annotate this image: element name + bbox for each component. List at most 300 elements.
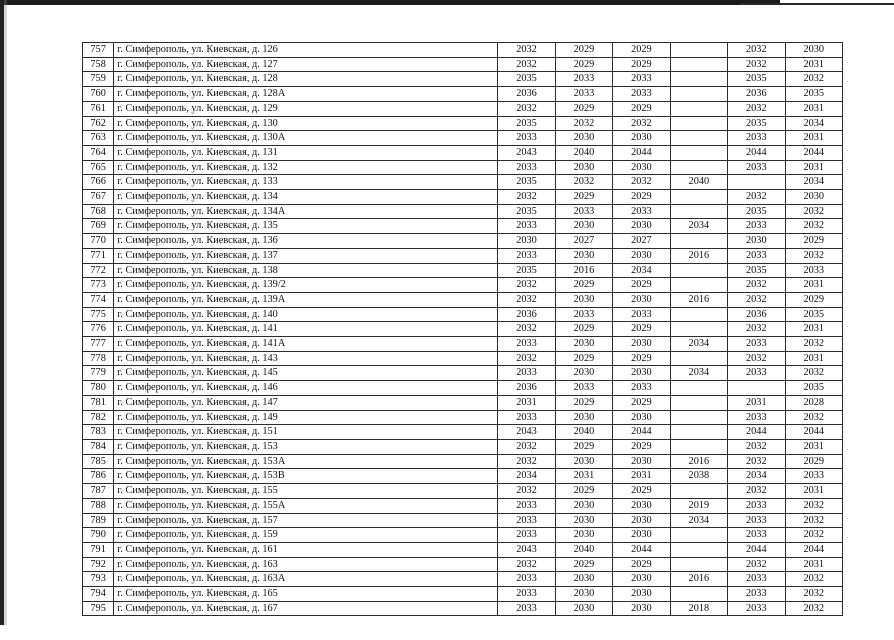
year-cell-6: 2032 <box>785 572 842 587</box>
year-cell-2: 2040 <box>555 542 612 557</box>
table-row <box>83 425 843 440</box>
row-number-cell: 786 <box>83 469 114 484</box>
year-cell-1: 2032 <box>498 557 555 572</box>
year-cell-4 <box>670 557 727 572</box>
year-cell-2: 2030 <box>555 131 612 146</box>
year-cell-1: 2032 <box>498 292 555 307</box>
year-cell-6: 2031 <box>785 351 842 366</box>
year-cell-6: 2031 <box>785 101 842 116</box>
row-number-cell: 765 <box>83 160 114 175</box>
year-cell-2: 2040 <box>555 145 612 160</box>
row-number-cell: 766 <box>83 175 114 190</box>
year-cell-1: 2043 <box>498 542 555 557</box>
year-cell-1: 2033 <box>498 410 555 425</box>
row-number-cell: 781 <box>83 395 114 410</box>
address-cell: г. Симферополь, ул. Киевская, д. 155А <box>114 498 498 513</box>
table-row <box>83 351 843 366</box>
year-cell-4 <box>670 484 727 499</box>
address-cell: г. Симферополь, ул. Киевская, д. 161 <box>114 542 498 557</box>
row-number-cell: 782 <box>83 410 114 425</box>
year-cell-2: 2029 <box>555 395 612 410</box>
year-cell-4: 2016 <box>670 454 727 469</box>
row-number-cell: 783 <box>83 425 114 440</box>
address-cell: г. Симферополь, ул. Киевская, д. 167 <box>114 601 498 616</box>
address-cell: г. Симферополь, ул. Киевская, д. 136 <box>114 234 498 249</box>
year-cell-3: 2029 <box>613 439 670 454</box>
year-cell-5: 2033 <box>728 160 785 175</box>
table-row <box>83 395 843 410</box>
year-cell-2: 2030 <box>555 337 612 352</box>
year-cell-5: 2032 <box>728 101 785 116</box>
address-cell: г. Симферополь, ул. Киевская, д. 128 <box>114 72 498 87</box>
year-cell-1: 2033 <box>498 513 555 528</box>
year-cell-2: 2029 <box>555 484 612 499</box>
year-cell-3: 2030 <box>613 410 670 425</box>
address-cell: г. Симферополь, ул. Киевская, д. 137 <box>114 248 498 263</box>
table-row <box>83 248 843 263</box>
year-cell-6: 2032 <box>785 337 842 352</box>
address-cell: г. Симферополь, ул. Киевская, д. 149 <box>114 410 498 425</box>
year-cell-2: 2040 <box>555 425 612 440</box>
table-row <box>83 601 843 616</box>
table-row <box>83 572 843 587</box>
year-cell-3: 2033 <box>613 72 670 87</box>
year-cell-3: 2029 <box>613 322 670 337</box>
year-cell-2: 2030 <box>555 498 612 513</box>
year-cell-2: 2033 <box>555 381 612 396</box>
year-cell-2: 2029 <box>555 351 612 366</box>
table-row <box>83 101 843 116</box>
year-cell-4 <box>670 87 727 102</box>
year-cell-2: 2030 <box>555 572 612 587</box>
year-cell-2: 2029 <box>555 322 612 337</box>
scan-top-edge-thin <box>740 3 894 5</box>
row-number-cell: 795 <box>83 601 114 616</box>
year-cell-6: 2032 <box>785 410 842 425</box>
address-cell: г. Симферополь, ул. Киевская, д. 130 <box>114 116 498 131</box>
year-cell-5: 2032 <box>728 43 785 58</box>
year-cell-1: 2032 <box>498 484 555 499</box>
year-cell-4: 2016 <box>670 292 727 307</box>
address-cell: г. Симферополь, ул. Киевская, д. 135 <box>114 219 498 234</box>
table-row <box>83 484 843 499</box>
year-cell-4: 2034 <box>670 219 727 234</box>
table-row <box>83 190 843 205</box>
year-cell-6: 2044 <box>785 542 842 557</box>
table-row <box>83 557 843 572</box>
year-cell-1: 2032 <box>498 101 555 116</box>
year-cell-1: 2035 <box>498 72 555 87</box>
year-cell-5: 2033 <box>728 131 785 146</box>
year-cell-6: 2030 <box>785 190 842 205</box>
year-cell-1: 2035 <box>498 175 555 190</box>
year-cell-2: 2033 <box>555 204 612 219</box>
year-cell-1: 2032 <box>498 57 555 72</box>
table-row <box>83 219 843 234</box>
year-cell-4 <box>670 190 727 205</box>
table-row <box>83 410 843 425</box>
address-cell: г. Симферополь, ул. Киевская, д. 127 <box>114 57 498 72</box>
year-cell-3: 2029 <box>613 395 670 410</box>
year-cell-1: 2036 <box>498 381 555 396</box>
year-cell-4 <box>670 542 727 557</box>
year-cell-5: 2033 <box>728 572 785 587</box>
table-row <box>83 72 843 87</box>
address-cell: г. Симферополь, ул. Киевская, д. 157 <box>114 513 498 528</box>
year-cell-4 <box>670 101 727 116</box>
row-number-cell: 785 <box>83 454 114 469</box>
table-row <box>83 337 843 352</box>
year-cell-3: 2030 <box>613 131 670 146</box>
year-cell-6: 2032 <box>785 498 842 513</box>
year-cell-5: 2033 <box>728 248 785 263</box>
year-cell-1: 2032 <box>498 439 555 454</box>
year-cell-6: 2032 <box>785 528 842 543</box>
year-cell-5: 2036 <box>728 307 785 322</box>
year-cell-1: 2031 <box>498 395 555 410</box>
address-cell: г. Симферополь, ул. Киевская, д. 139/2 <box>114 278 498 293</box>
address-cell: г. Симферополь, ул. Киевская, д. 145 <box>114 366 498 381</box>
year-cell-4 <box>670 43 727 58</box>
year-cell-3: 2029 <box>613 190 670 205</box>
address-cell: г. Симферополь, ул. Киевская, д. 140 <box>114 307 498 322</box>
table-row <box>83 234 843 249</box>
year-cell-2: 2029 <box>555 57 612 72</box>
year-cell-5: 2036 <box>728 87 785 102</box>
row-number-cell: 767 <box>83 190 114 205</box>
scan-left-shadow <box>4 0 7 625</box>
table-body <box>83 43 843 616</box>
year-cell-2: 2030 <box>555 366 612 381</box>
year-cell-3: 2030 <box>613 513 670 528</box>
address-cell: г. Симферополь, ул. Киевская, д. 165 <box>114 587 498 602</box>
year-cell-2: 2027 <box>555 234 612 249</box>
year-cell-4 <box>670 425 727 440</box>
year-cell-1: 2033 <box>498 337 555 352</box>
row-number-cell: 784 <box>83 439 114 454</box>
year-cell-3: 2032 <box>613 175 670 190</box>
row-number-cell: 790 <box>83 528 114 543</box>
year-cell-2: 2033 <box>555 87 612 102</box>
year-cell-6: 2032 <box>785 72 842 87</box>
table-row <box>83 116 843 131</box>
address-cell: г. Симферополь, ул. Киевская, д. 163 <box>114 557 498 572</box>
year-cell-3: 2029 <box>613 484 670 499</box>
address-cell: г. Симферополь, ул. Киевская, д. 143 <box>114 351 498 366</box>
row-number-cell: 760 <box>83 87 114 102</box>
row-number-cell: 762 <box>83 116 114 131</box>
year-cell-3: 2029 <box>613 351 670 366</box>
year-cell-6: 2033 <box>785 263 842 278</box>
year-cell-6: 2029 <box>785 234 842 249</box>
address-cell: г. Симферополь, ул. Киевская, д. 163А <box>114 572 498 587</box>
address-cell: г. Симферополь, ул. Киевская, д. 134 <box>114 190 498 205</box>
row-number-cell: 775 <box>83 307 114 322</box>
year-cell-4 <box>670 410 727 425</box>
year-cell-3: 2030 <box>613 572 670 587</box>
row-number-cell: 763 <box>83 131 114 146</box>
table-row <box>83 278 843 293</box>
year-cell-4 <box>670 160 727 175</box>
year-cell-4 <box>670 72 727 87</box>
year-cell-6: 2031 <box>785 278 842 293</box>
year-cell-1: 2035 <box>498 263 555 278</box>
year-cell-3: 2029 <box>613 101 670 116</box>
year-cell-2: 2030 <box>555 454 612 469</box>
year-cell-6: 2034 <box>785 116 842 131</box>
year-cell-1: 2032 <box>498 190 555 205</box>
year-cell-6: 2032 <box>785 587 842 602</box>
table-row <box>83 292 843 307</box>
row-number-cell: 758 <box>83 57 114 72</box>
year-cell-1: 2035 <box>498 204 555 219</box>
year-cell-2: 2016 <box>555 263 612 278</box>
year-cell-1: 2032 <box>498 454 555 469</box>
address-cell: г. Симферополь, ул. Киевская, д. 159 <box>114 528 498 543</box>
year-cell-4 <box>670 322 727 337</box>
year-cell-5 <box>728 175 785 190</box>
year-cell-6: 2031 <box>785 57 842 72</box>
year-cell-6: 2035 <box>785 87 842 102</box>
address-cell: г. Симферополь, ул. Киевская, д. 132 <box>114 160 498 175</box>
year-cell-1: 2043 <box>498 145 555 160</box>
year-cell-5: 2032 <box>728 484 785 499</box>
year-cell-2: 2029 <box>555 43 612 58</box>
year-cell-6: 2032 <box>785 204 842 219</box>
table-row <box>83 145 843 160</box>
address-cell: г. Симферополь, ул. Киевская, д. 141А <box>114 337 498 352</box>
year-cell-3: 2034 <box>613 263 670 278</box>
year-cell-4: 2016 <box>670 572 727 587</box>
year-cell-4 <box>670 307 727 322</box>
table-row <box>83 57 843 72</box>
year-cell-1: 2035 <box>498 116 555 131</box>
year-cell-3: 2030 <box>613 292 670 307</box>
year-cell-2: 2029 <box>555 278 612 293</box>
table-row <box>83 204 843 219</box>
year-cell-5: 2033 <box>728 601 785 616</box>
year-cell-2: 2030 <box>555 248 612 263</box>
address-cell: г. Симферополь, ул. Киевская, д. 130А <box>114 131 498 146</box>
address-cell: г. Симферополь, ул. Киевская, д. 128А <box>114 87 498 102</box>
year-cell-3: 2044 <box>613 542 670 557</box>
year-cell-3: 2029 <box>613 43 670 58</box>
table-row <box>83 381 843 396</box>
table-row <box>83 513 843 528</box>
year-cell-3: 2044 <box>613 425 670 440</box>
year-cell-4 <box>670 263 727 278</box>
address-cell: г. Симферополь, ул. Киевская, д. 138 <box>114 263 498 278</box>
year-cell-5: 2032 <box>728 57 785 72</box>
table-row <box>83 587 843 602</box>
year-cell-4: 2034 <box>670 513 727 528</box>
year-cell-5: 2033 <box>728 337 785 352</box>
year-cell-6: 2031 <box>785 160 842 175</box>
year-cell-5: 2044 <box>728 425 785 440</box>
row-number-cell: 788 <box>83 498 114 513</box>
address-cell: г. Симферополь, ул. Киевская, д. 155 <box>114 484 498 499</box>
year-cell-1: 2043 <box>498 425 555 440</box>
year-cell-4 <box>670 439 727 454</box>
year-cell-1: 2033 <box>498 366 555 381</box>
year-cell-2: 2030 <box>555 292 612 307</box>
table-row <box>83 322 843 337</box>
year-cell-2: 2030 <box>555 160 612 175</box>
year-cell-3: 2030 <box>613 366 670 381</box>
table-row <box>83 175 843 190</box>
year-cell-5: 2033 <box>728 219 785 234</box>
year-cell-4 <box>670 351 727 366</box>
year-cell-2: 2030 <box>555 587 612 602</box>
year-cell-3: 2030 <box>613 528 670 543</box>
year-cell-5: 2031 <box>728 395 785 410</box>
year-cell-6: 2031 <box>785 557 842 572</box>
row-number-cell: 780 <box>83 381 114 396</box>
year-cell-1: 2034 <box>498 469 555 484</box>
row-number-cell: 774 <box>83 292 114 307</box>
row-number-cell: 771 <box>83 248 114 263</box>
year-cell-5: 2032 <box>728 439 785 454</box>
address-cell: г. Симферополь, ул. Киевская, д. 133 <box>114 175 498 190</box>
row-number-cell: 778 <box>83 351 114 366</box>
year-cell-3: 2027 <box>613 234 670 249</box>
year-cell-1: 2036 <box>498 87 555 102</box>
year-cell-4: 2019 <box>670 498 727 513</box>
row-number-cell: 764 <box>83 145 114 160</box>
year-cell-1: 2033 <box>498 131 555 146</box>
year-cell-6: 2032 <box>785 219 842 234</box>
year-cell-6: 2028 <box>785 395 842 410</box>
year-cell-3: 2030 <box>613 160 670 175</box>
year-cell-3: 2030 <box>613 498 670 513</box>
row-number-cell: 770 <box>83 234 114 249</box>
year-cell-2: 2030 <box>555 601 612 616</box>
year-cell-1: 2033 <box>498 528 555 543</box>
year-cell-2: 2029 <box>555 557 612 572</box>
year-cell-3: 2029 <box>613 278 670 293</box>
year-cell-6: 2032 <box>785 513 842 528</box>
year-cell-3: 2030 <box>613 601 670 616</box>
year-cell-3: 2030 <box>613 587 670 602</box>
table-row <box>83 528 843 543</box>
year-cell-1: 2030 <box>498 234 555 249</box>
year-cell-1: 2033 <box>498 219 555 234</box>
year-cell-2: 2030 <box>555 219 612 234</box>
year-cell-4: 2018 <box>670 601 727 616</box>
year-cell-4 <box>670 234 727 249</box>
row-number-cell: 772 <box>83 263 114 278</box>
year-cell-2: 2033 <box>555 307 612 322</box>
row-number-cell: 769 <box>83 219 114 234</box>
year-cell-5: 2030 <box>728 234 785 249</box>
year-cell-5: 2032 <box>728 351 785 366</box>
table-row <box>83 307 843 322</box>
row-number-cell: 773 <box>83 278 114 293</box>
year-cell-1: 2033 <box>498 248 555 263</box>
year-cell-3: 2031 <box>613 469 670 484</box>
year-cell-3: 2032 <box>613 116 670 131</box>
year-cell-4 <box>670 116 727 131</box>
row-number-cell: 789 <box>83 513 114 528</box>
year-cell-6: 2031 <box>785 484 842 499</box>
year-cell-5: 2044 <box>728 542 785 557</box>
year-cell-5: 2032 <box>728 454 785 469</box>
address-cell: г. Симферополь, ул. Киевская, д. 151 <box>114 425 498 440</box>
year-cell-2: 2030 <box>555 513 612 528</box>
row-number-cell: 757 <box>83 43 114 58</box>
year-cell-2: 2030 <box>555 410 612 425</box>
year-cell-5: 2033 <box>728 587 785 602</box>
year-cell-2: 2029 <box>555 439 612 454</box>
table-row <box>83 498 843 513</box>
year-cell-6: 2031 <box>785 439 842 454</box>
year-cell-3: 2030 <box>613 219 670 234</box>
table-row <box>83 542 843 557</box>
year-cell-1: 2032 <box>498 278 555 293</box>
year-cell-6: 2035 <box>785 307 842 322</box>
address-cell: г. Симферополь, ул. Киевская, д. 153В <box>114 469 498 484</box>
year-cell-5: 2033 <box>728 498 785 513</box>
year-cell-5: 2044 <box>728 145 785 160</box>
table-row <box>83 160 843 175</box>
row-number-cell: 792 <box>83 557 114 572</box>
year-cell-2: 2031 <box>555 469 612 484</box>
row-number-cell: 761 <box>83 101 114 116</box>
year-cell-4 <box>670 145 727 160</box>
year-cell-1: 2033 <box>498 587 555 602</box>
address-cell: г. Симферополь, ул. Киевская, д. 153 <box>114 439 498 454</box>
year-cell-1: 2032 <box>498 43 555 58</box>
scan-top-edge <box>0 0 780 5</box>
year-cell-1: 2033 <box>498 160 555 175</box>
year-cell-6: 2032 <box>785 366 842 381</box>
row-number-cell: 794 <box>83 587 114 602</box>
year-cell-1: 2032 <box>498 351 555 366</box>
year-cell-5: 2035 <box>728 116 785 131</box>
year-cell-5: 2032 <box>728 557 785 572</box>
address-cell: г. Симферополь, ул. Киевская, д. 131 <box>114 145 498 160</box>
year-cell-5: 2033 <box>728 528 785 543</box>
year-cell-1: 2036 <box>498 307 555 322</box>
year-cell-3: 2033 <box>613 307 670 322</box>
row-number-cell: 787 <box>83 484 114 499</box>
year-cell-2: 2033 <box>555 72 612 87</box>
building-schedule-table <box>82 42 843 616</box>
address-cell: г. Симферополь, ул. Киевская, д. 129 <box>114 101 498 116</box>
year-cell-5 <box>728 381 785 396</box>
year-cell-5: 2032 <box>728 292 785 307</box>
table-row <box>83 263 843 278</box>
year-cell-3: 2033 <box>613 381 670 396</box>
table-row <box>83 439 843 454</box>
year-cell-6: 2029 <box>785 292 842 307</box>
year-cell-2: 2030 <box>555 528 612 543</box>
year-cell-5: 2035 <box>728 72 785 87</box>
year-cell-6: 2033 <box>785 469 842 484</box>
year-cell-4 <box>670 587 727 602</box>
address-cell: г. Симферополь, ул. Киевская, д. 141 <box>114 322 498 337</box>
year-cell-5: 2033 <box>728 513 785 528</box>
year-cell-5: 2035 <box>728 204 785 219</box>
year-cell-4 <box>670 204 727 219</box>
year-cell-6: 2029 <box>785 454 842 469</box>
table-row <box>83 469 843 484</box>
year-cell-5: 2034 <box>728 469 785 484</box>
year-cell-3: 2030 <box>613 454 670 469</box>
year-cell-1: 2033 <box>498 601 555 616</box>
year-cell-4 <box>670 57 727 72</box>
year-cell-6: 2044 <box>785 145 842 160</box>
